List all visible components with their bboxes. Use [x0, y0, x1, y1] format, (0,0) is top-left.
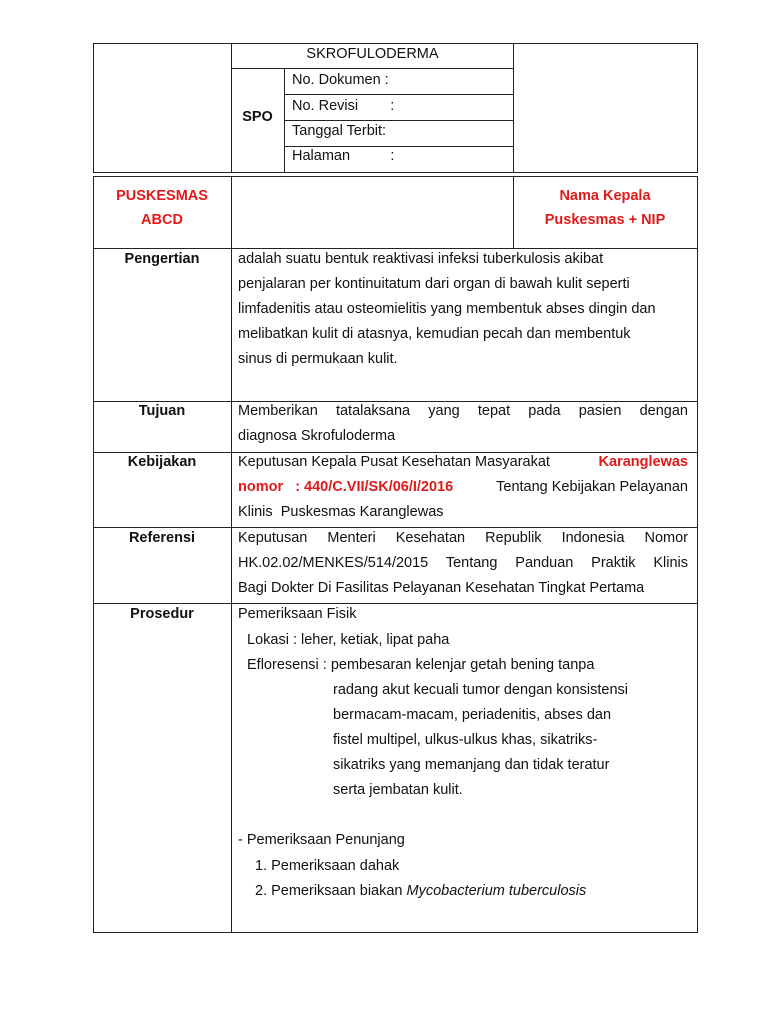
prosedur-efloresensi: Efloresensi : pembesaran kelenjar getah bening tanpa	[247, 657, 595, 673]
pengertian-line-1: adalah suatu bentuk reaktivasi infeksi tuberkulosis akibat	[238, 251, 604, 267]
main-left-border	[93, 176, 94, 933]
kebijakan-line-3: Klinis Puskesmas Karanglewas	[238, 504, 444, 520]
kebijakan-decree-number: nomor : 440/C.VII/SK/06/I/2016	[238, 479, 454, 495]
field-tanggal-terbit: Tanggal Terbit:	[292, 123, 387, 139]
header-title-underline	[231, 68, 514, 69]
field-halaman: Halaman :	[292, 148, 395, 164]
prosedur-item-2-text: 2. Pemeriksaan biakan	[255, 883, 407, 899]
header-field-line-2	[284, 120, 514, 121]
field-no-revisi: No. Revisi :	[292, 98, 395, 114]
kebijakan-line-2	[238, 479, 688, 496]
prosedur-penunjang-title: - Pemeriksaan Penunjang	[238, 832, 405, 848]
header-top-border	[93, 43, 698, 44]
pengertian-line-5: sinus di permukaan kulit.	[238, 351, 398, 367]
row-line-pengertian	[93, 248, 698, 249]
prosedur-lokasi: Lokasi : leher, ketiak, lipat paha	[247, 632, 450, 648]
head-name-line2: Puskesmas + NIP	[544, 212, 666, 228]
puskesmas-name-line2: ABCD	[141, 212, 183, 228]
kebijakan-line-1-text: Keputusan Kepala Pusat Kesehatan Masyarakat	[238, 454, 550, 470]
prosedur-item-1: 1. Pemeriksaan dahak	[255, 858, 400, 874]
row-line-prosedur	[93, 603, 698, 604]
document-title: SKROFULODERMA	[306, 46, 439, 62]
label-tujuan: Tujuan	[138, 403, 186, 419]
prosedur-eflo-line-1: radang akut kecuali tumor dengan konsistensi	[333, 682, 629, 698]
prosedur-eflo-line-4: sikatriks yang memanjang dan tidak teratur	[333, 757, 610, 773]
prosedur-eflo-line-5: serta jembatan kulit.	[333, 782, 463, 798]
label-kebijakan: Kebijakan	[127, 454, 197, 470]
field-no-dokumen: No. Dokumen :	[292, 72, 389, 88]
puskesmas-name-line1: PUSKESMAS	[116, 188, 208, 204]
header-left-border	[93, 43, 94, 173]
prosedur-item-2	[255, 883, 586, 900]
header-field-line-1	[284, 94, 514, 95]
spo-label: SPO	[242, 109, 273, 125]
label-referensi: Referensi	[128, 530, 196, 546]
header-right-border	[697, 43, 698, 173]
prosedur-fisik-title: Pemeriksaan Fisik	[238, 606, 357, 622]
prosedur-eflo-line-2: bermacam-macam, periadenitis, abses dan	[333, 707, 612, 723]
kebijakan-place-highlight: Karanglewas	[598, 454, 688, 470]
referensi-line-2: HK.02.02/MENKES/514/2015 Tentang Panduan Praktik Klinis	[238, 555, 688, 571]
label-prosedur: Prosedur	[130, 606, 194, 622]
tujuan-line-1: Memberikan tatalaksana yang tepat pada pasien dengan	[238, 403, 688, 419]
row-line-referensi	[93, 527, 698, 528]
referensi-line-3: Bagi Dokter Di Fasilitas Pelayanan Kesehatan Tingkat Pertama	[238, 580, 645, 596]
prosedur-eflo-line-3: fistel multipel, ulkus-ulkus khas, sikatriks-	[333, 732, 598, 748]
kebijakan-line-1	[238, 454, 688, 471]
row-line-kebijakan	[93, 452, 698, 453]
main-label-divider	[231, 176, 232, 933]
header-bottom-border	[93, 172, 698, 173]
label-pengertian: Pengertian	[124, 251, 200, 267]
pengertian-line-2: penjalaran per kontinuitatum dari organ di bawah kulit seperti	[238, 276, 630, 292]
referensi-line-1: Keputusan Menteri Kesehatan Republik Indonesia Nomor	[238, 530, 688, 546]
prosedur-item-2-organism: Mycobacterium tuberculosis	[406, 883, 587, 899]
main-right-border	[697, 176, 698, 933]
pengertian-line-4: melibatkan kulit di atasnya, kemudian pecah dan membentuk	[238, 326, 631, 342]
main-top-border	[93, 176, 698, 177]
main-bottom-border	[93, 932, 698, 933]
head-name-line1: Nama Kepala	[559, 188, 651, 204]
tujuan-line-2: diagnosa Skrofuloderma	[238, 428, 396, 444]
kebijakan-line-2-text: Tentang Kebijakan Pelayanan	[496, 479, 688, 495]
row-line-tujuan	[93, 401, 698, 402]
header-field-line-3	[284, 146, 514, 147]
pengertian-line-3: limfadenitis atau osteomielitis yang membentuk abses dingin dan	[238, 301, 656, 317]
